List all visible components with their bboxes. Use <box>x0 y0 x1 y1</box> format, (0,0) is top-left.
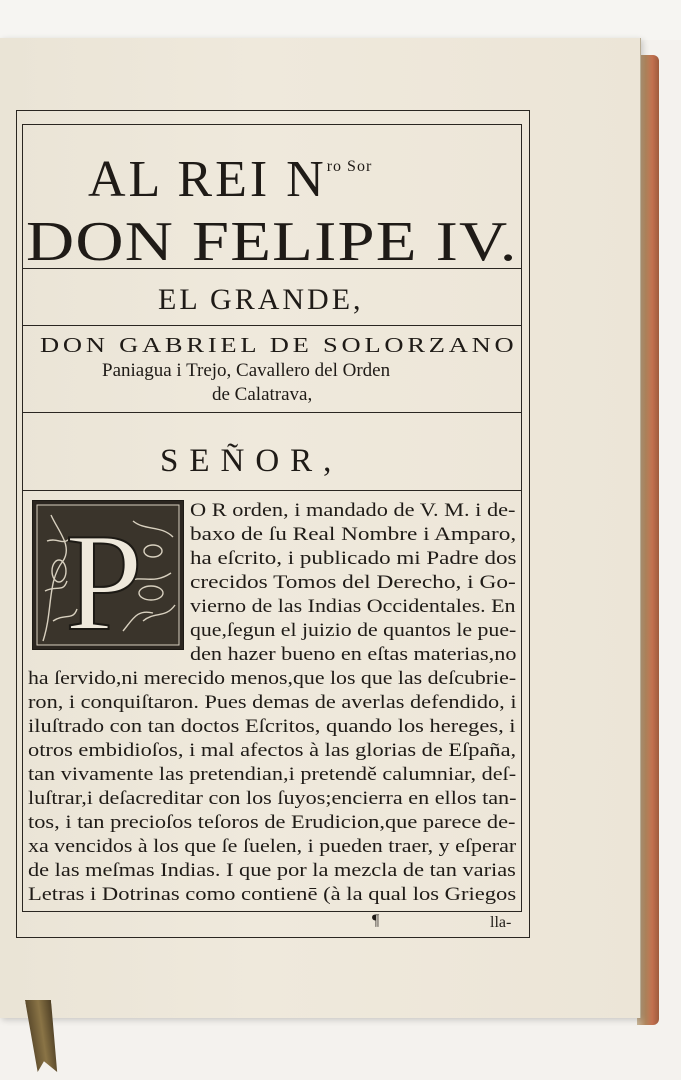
body-line: ron, i conquiſtaron. Pues demas de averlas defendido, i <box>28 692 517 713</box>
foliage-ornament-icon <box>33 501 183 649</box>
decorated-initial <box>32 500 184 650</box>
initial-letter: P <box>65 505 143 649</box>
body-line: O R orden, i mandado de V. M. i de- <box>190 500 516 521</box>
body-line: vierno de las Indias Occidentales. En <box>190 596 516 617</box>
signature-mark: ¶ <box>372 912 380 929</box>
rule-after-author <box>22 412 522 413</box>
salutation: SEÑOR, <box>160 443 343 479</box>
background-top <box>0 0 681 40</box>
author-line-2: Paniagua i Trejo, Cavallero del Orden <box>102 360 391 381</box>
body-line: ha eſcrito, i publicado mi Padre dos <box>190 548 517 569</box>
heading-line-1: AL REI $N^{ro Sor}$ <box>88 151 373 208</box>
body-line: otros embidioſos, i mal afectos à las glorias de Eſpaña, <box>28 740 517 761</box>
heading-line-3: EL GRANDE, <box>158 283 364 316</box>
body-line: baxo de ſu Real Nombre i Amparo, <box>190 524 517 545</box>
author-name: DON GABRIEL DE SOLORZANO <box>40 333 518 357</box>
catchword: lla- <box>490 914 512 931</box>
body-line: luſtrar,i deſacreditar con los ſuyos;encierra en ellos tan- <box>28 788 517 809</box>
body-line: que,ſegun el juizio de quantos le pue- <box>190 620 517 641</box>
body-line: xa vencidos à los que ſe ſuelen, i pueden traer, y eſperar <box>28 836 517 857</box>
heading-line-2: DON FELIPE IV. <box>26 211 518 273</box>
body-line: crecidos Tomos del Derecho, i Go- <box>190 572 516 593</box>
body-line: tos, i tan precioſos teſoros de Erudicion,que parece de- <box>28 812 516 833</box>
body-line: ha ſervido,ni merecido menos,que los que las deſcubrie- <box>28 668 517 689</box>
body-line: Letras i Dotrinas como contienē (à la qual los Griegos <box>28 884 517 905</box>
body-line: den hazer bueno en eſtas materias,no <box>190 644 517 665</box>
author-line-3: de Calatrava, <box>212 384 313 405</box>
body-line: de las meſmas Indias. I que por la mezcla de tan varias <box>28 860 516 881</box>
body-line: tan vivamente las pretendian,i pretendě calumniar, deſ- <box>28 764 517 785</box>
rule-after-salutation <box>22 490 522 491</box>
rule-after-grande <box>22 325 522 326</box>
body-line: iluſtrado con tan doctos Eſcritos, quando los hereges, i <box>28 716 516 737</box>
